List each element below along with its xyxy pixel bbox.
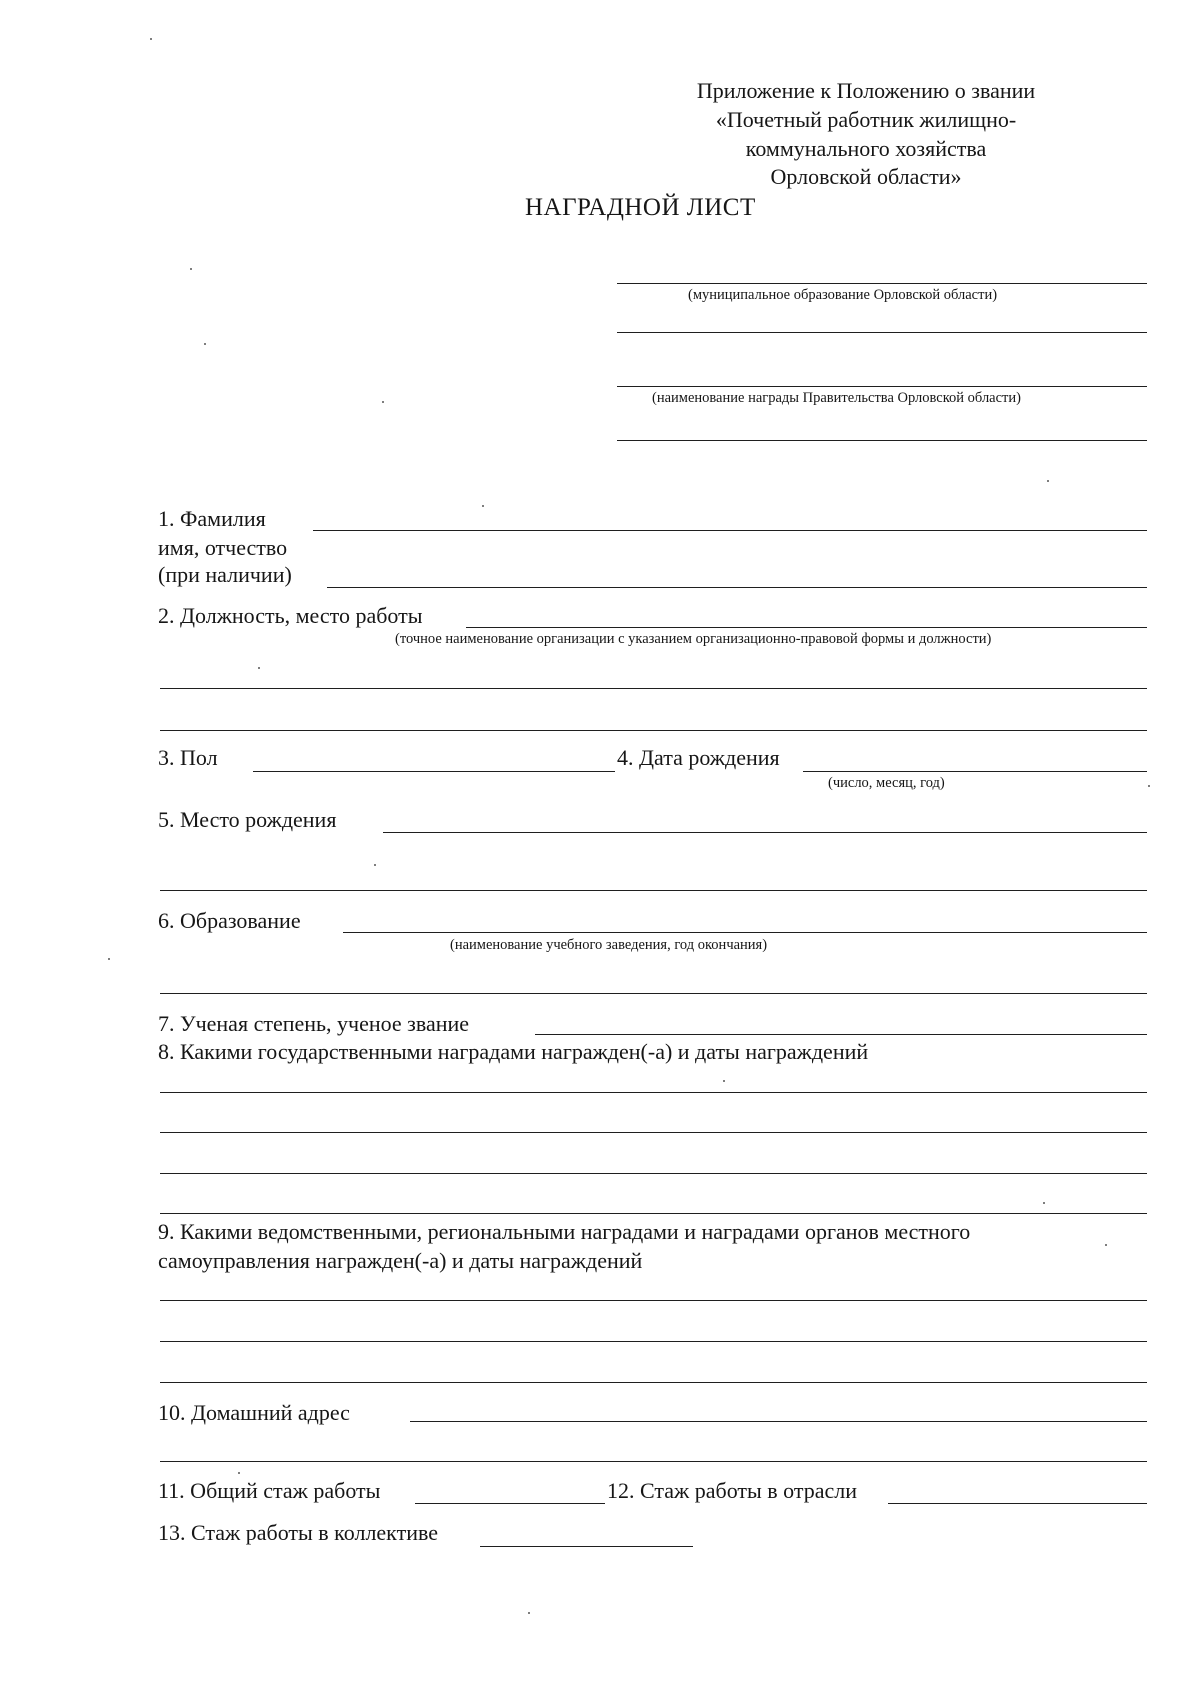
surname-label: 1. Фамилия xyxy=(158,506,266,531)
scan-speck xyxy=(204,343,206,345)
award-name-line[interactable] xyxy=(617,386,1147,387)
total-experience-label: 11. Общий стаж работы xyxy=(158,1478,381,1503)
state-awards-label: 8. Какими государственными наградами награжден(-а) и даты награждений xyxy=(158,1039,869,1064)
home-address-line-2[interactable] xyxy=(160,1461,1147,1462)
birth-date-field[interactable] xyxy=(803,771,1147,772)
scan-speck xyxy=(382,401,384,403)
scan-speck xyxy=(258,667,260,669)
scan-speck xyxy=(482,505,484,507)
appendix-header-line-3: коммунального хозяйства xyxy=(745,136,987,161)
sex-label: 3. Пол xyxy=(158,745,218,770)
municipality-caption: (муниципальное образование Орловской области) xyxy=(688,287,998,303)
regional-awards-line-3[interactable] xyxy=(160,1382,1147,1383)
state-awards-line-4[interactable] xyxy=(160,1213,1147,1214)
award-name-caption: (наименование награды Правительства Орловской области) xyxy=(652,390,1021,406)
position-workplace-line-2[interactable] xyxy=(160,688,1147,689)
scan-speck xyxy=(528,1612,530,1614)
academic-degree-field[interactable] xyxy=(535,1034,1147,1035)
scan-speck xyxy=(150,38,152,40)
birthplace-label: 5. Место рождения xyxy=(158,807,337,832)
birth-date-caption: (число, месяц, год) xyxy=(828,775,945,791)
position-workplace-label: 2. Должность, место работы xyxy=(158,603,423,628)
regional-awards-line-2[interactable] xyxy=(160,1341,1147,1342)
birthplace-field[interactable] xyxy=(383,832,1147,833)
state-awards-line-2[interactable] xyxy=(160,1132,1147,1133)
appendix-header-line-4: Орловской области» xyxy=(770,164,962,189)
scan-speck xyxy=(190,268,192,270)
education-label: 6. Образование xyxy=(158,908,301,933)
education-field[interactable] xyxy=(343,932,1147,933)
scan-speck xyxy=(374,864,376,866)
regional-awards-label-line-1: 9. Какими ведомственными, региональными наградами и наградами органов местного xyxy=(158,1219,971,1244)
scan-speck xyxy=(238,1472,240,1474)
industry-experience-field[interactable] xyxy=(888,1503,1147,1504)
academic-degree-label: 7. Ученая степень, ученое звание xyxy=(158,1011,470,1036)
scan-speck xyxy=(1105,1244,1107,1246)
scan-speck xyxy=(1043,1202,1045,1204)
name-patronymic-field[interactable] xyxy=(327,587,1147,588)
scan-speck xyxy=(1148,785,1150,787)
municipality-line-2[interactable] xyxy=(617,332,1147,333)
municipality-line[interactable] xyxy=(617,283,1147,284)
education-line-2[interactable] xyxy=(160,993,1147,994)
home-address-label: 10. Домашний адрес xyxy=(158,1400,350,1425)
surname-field[interactable] xyxy=(313,530,1147,531)
name-patronymic-label: имя, отчество xyxy=(158,535,288,560)
scan-speck xyxy=(723,1080,725,1082)
sex-field[interactable] xyxy=(253,771,615,772)
birth-date-label: 4. Дата рождения xyxy=(617,745,780,770)
document-title: НАГРАДНОЙ ЛИСТ xyxy=(525,194,756,221)
home-address-field[interactable] xyxy=(410,1421,1147,1422)
position-workplace-line-3[interactable] xyxy=(160,730,1147,731)
collective-experience-label: 13. Стаж работы в коллективе xyxy=(158,1520,438,1545)
award-name-line-2[interactable] xyxy=(617,440,1147,441)
state-awards-line-1[interactable] xyxy=(160,1092,1147,1093)
organization-caption: (точное наименование организации с указанием организационно-правовой формы и должности) xyxy=(395,631,992,647)
state-awards-line-3[interactable] xyxy=(160,1173,1147,1174)
if-any-label: (при наличии) xyxy=(158,562,292,587)
appendix-header-line-2: «Почетный работник жилищно- xyxy=(715,107,1017,132)
birthplace-line-2[interactable] xyxy=(160,890,1147,891)
regional-awards-line-1[interactable] xyxy=(160,1300,1147,1301)
collective-experience-field[interactable] xyxy=(480,1546,693,1547)
scan-speck xyxy=(108,958,110,960)
scan-speck xyxy=(1047,480,1049,482)
regional-awards-label-line-2: самоуправления награжден(-а) и даты награждений xyxy=(158,1248,643,1273)
total-experience-field[interactable] xyxy=(415,1503,605,1504)
appendix-header-line-1: Приложение к Положению о звании xyxy=(696,78,1036,103)
education-caption: (наименование учебного заведения, год окончания) xyxy=(450,937,768,953)
industry-experience-label: 12. Стаж работы в отрасли xyxy=(607,1478,858,1503)
position-workplace-field[interactable] xyxy=(466,627,1147,628)
